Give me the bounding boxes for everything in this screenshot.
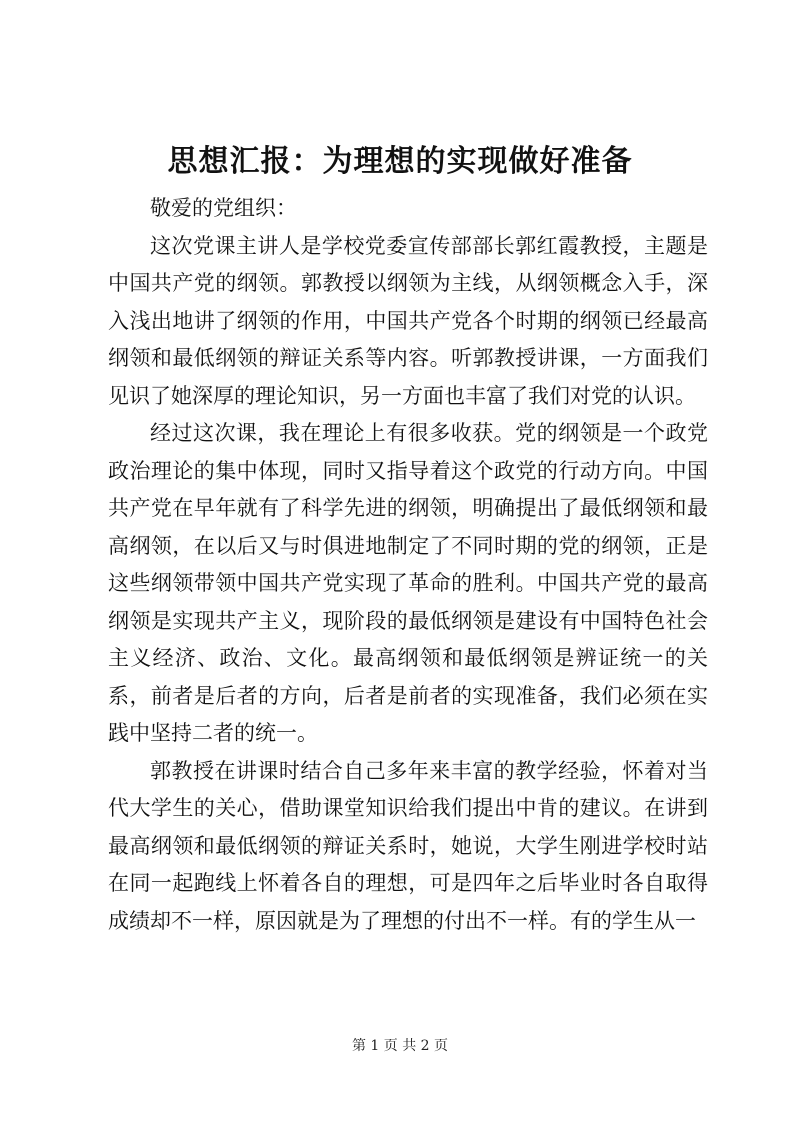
greeting-line: 敬爱的党组织： [150, 196, 297, 220]
paragraph: 郭教授在讲课时结合自己多年来丰富的教学经验，怀着对当代大学生的关心，借助课堂知识给我们提出中肯的建议。在讲到最高纲领和最低纲领的辩证关系时，她说，大学生刚进学校时站在同一起跑线上怀着各自的理想，可是四年之后毕业时各自取得成绩却不一样，原因就是为了理想的付出不一样。有的学生从一 [108, 758, 708, 933]
document-title: 思想汇报：为理想的实现做好准备 [167, 144, 633, 179]
document-body [108, 190, 708, 940]
paragraph: 经过这次课，我在理论上有很多收获。党的纲领是一个政党政治理论的集中体现，同时又指导着这个政党的行动方向。中国共产党在早年就有了科学先进的纲领，明确提出了最低纲领和最高纲领，在以后又与时俱进地制定了不同时期的党的纲领，正是这些纲领带领中国共产党实现了革命的胜利。中国共产党的最高纲领是实现共产主义，现阶段的最低纲领是建设有中国特色社会主义经济、政治、文化。最高纲领和最低纲领是辨证统一的关系，前者是后者的方向，后者是前者的实现准备，我们必须在实践中坚持二者的统一。 [108, 421, 708, 745]
page-footer: 第 1 页 共 2 页 [351, 1038, 449, 1054]
paragraph: 这次党课主讲人是学校党委宣传部部长郭红霞教授，主题是中国共产党的纲领。郭教授以纲领为主线，从纲领概念入手，深入浅出地讲了纲领的作用，中国共产党各个时期的纲领已经最高纲领和最低纲领的辩证关系等内容。听郭教授讲课，一方面我们见识了她深厚的理论知识，另一方面也丰富了我们对党的认识。 [108, 233, 708, 408]
